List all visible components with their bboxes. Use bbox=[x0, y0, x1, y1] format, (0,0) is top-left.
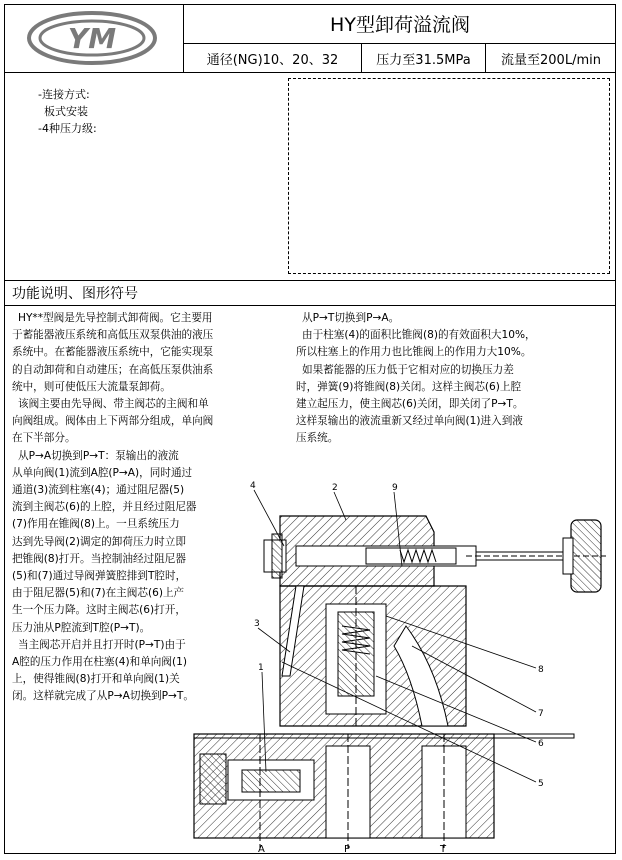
text-line: 当主阀芯开启并且打开时(P→T)由于 bbox=[18, 638, 186, 651]
logo-text: YM bbox=[67, 22, 117, 55]
text-line: 所以柱塞上的作用力也比锥阀上的作用力大10%。 bbox=[296, 346, 532, 359]
text-line: 由于阻尼器(5)和(7)在主阀芯(6)上产 bbox=[12, 587, 185, 600]
text-line: 向阀组成。阀体由上下两部分组成，单向阀 bbox=[12, 415, 214, 428]
text-line: (7)作用在锥阀(8)上。一旦系统压力 bbox=[12, 518, 180, 531]
port-a-label: A bbox=[258, 844, 265, 854]
right-description bbox=[296, 310, 612, 448]
callout-8: 8 bbox=[538, 665, 544, 675]
ym-logo bbox=[4, 4, 182, 72]
text-line: 上，使得锥阀(8)打开和单向阀(1)关 bbox=[12, 673, 180, 686]
text-line: 从单向阀(1)流到A腔(P→A)，同时通过 bbox=[12, 466, 193, 479]
callout-1: 1 bbox=[258, 663, 264, 673]
header-divider bbox=[4, 72, 616, 73]
port-p-label: P bbox=[344, 844, 351, 854]
callout-7: 7 bbox=[538, 709, 544, 719]
valve-section-diagram bbox=[186, 476, 612, 854]
spec-pressure: 压力至31.5MPa bbox=[362, 44, 486, 72]
text-line: 把锥阀(8)打开。当控制油经过阻尼器 bbox=[12, 552, 186, 565]
page-title: HY型卸荷溢流阀 bbox=[184, 4, 616, 44]
text-line: 时，弹簧(9)将锥阀(8)关闭。这样主阀芯(6)上腔 bbox=[296, 380, 522, 393]
callout-2: 2 bbox=[332, 483, 338, 493]
text-line: A腔的压力作用在柱塞(4)和单向阀(1) bbox=[12, 656, 187, 669]
text-line: 压系统。 bbox=[296, 432, 339, 445]
callout-5: 5 bbox=[538, 779, 544, 789]
callout-6: 6 bbox=[538, 739, 544, 749]
text-line: 从P→T切换到P→A。 bbox=[302, 312, 400, 324]
connection-label: -连接方式: bbox=[38, 88, 90, 101]
text-line: 的自动卸荷和自动建压；在高低压泵供油系 bbox=[12, 363, 214, 376]
text-line: 系统中。在蓄能器液压系统中，它能实现泵 bbox=[12, 346, 214, 359]
text-line: 在下半部分。 bbox=[12, 432, 76, 445]
text-line: 达到先导阀(2)调定的卸荷压力时立即 bbox=[12, 535, 186, 548]
text-line: 如果蓄能器的压力低于它相对应的切换压力差 bbox=[302, 363, 514, 376]
connection-value: 板式安装 bbox=[44, 105, 88, 118]
text-line: 压力油从P腔流到T腔(P→T)。 bbox=[12, 621, 151, 634]
port-t-label: T bbox=[440, 844, 447, 854]
spec-flow: 流量至200L/min bbox=[501, 52, 601, 68]
text-line: 这样泵输出的液流重新又经过单向阀(1)进入到液 bbox=[296, 415, 523, 428]
text-line: 闭。这样就完成了从P→A切换到P→T。 bbox=[12, 690, 194, 703]
spec-row bbox=[184, 44, 616, 72]
text-line: 于蓄能器液压系统和高低压双泵供油的液压 bbox=[12, 329, 214, 342]
callout-9: 9 bbox=[392, 483, 398, 493]
text-line: 建立起压力，使主阀芯(6)关闭，即关闭了P→T。 bbox=[296, 398, 524, 411]
callout-4: 4 bbox=[250, 481, 256, 491]
text-line: 生一个压力降。这时主阀芯(6)打开， bbox=[12, 604, 186, 617]
text-line: 该阀主要由先导阀、带主阀芯的主阀和单 bbox=[18, 398, 209, 411]
text-line: HY**型阀是先导控制式卸荷阀。它主要用 bbox=[18, 312, 213, 324]
section-title: 功能说明、图形符号 bbox=[4, 280, 616, 306]
text-line: 通道(3)流到柱塞(4)；通过阻尼器(5) bbox=[12, 484, 185, 497]
connection-info bbox=[38, 86, 97, 137]
spec-size: 通径(NG)10、20、32 bbox=[184, 44, 362, 72]
text-line: (5)和(7)通过导阀弹簧腔排到T腔时， bbox=[12, 570, 187, 583]
logo-cell bbox=[4, 4, 184, 72]
text-line: 流到主阀芯(6)的上腔，并且经过阻尼器 bbox=[12, 501, 197, 514]
callout-3: 3 bbox=[254, 619, 260, 629]
text-line: 统中，则可使低压大流量泵卸荷。 bbox=[12, 380, 171, 393]
product-image-placeholder bbox=[288, 78, 610, 274]
pressure-levels-label: -4种压力级: bbox=[38, 122, 97, 135]
text-line: 由于柱塞(4)的面积比锥阀(8)的有效面积大10%， bbox=[302, 329, 536, 342]
text-line: 从P→A切换到P→T：泵输出的液流 bbox=[18, 449, 179, 462]
